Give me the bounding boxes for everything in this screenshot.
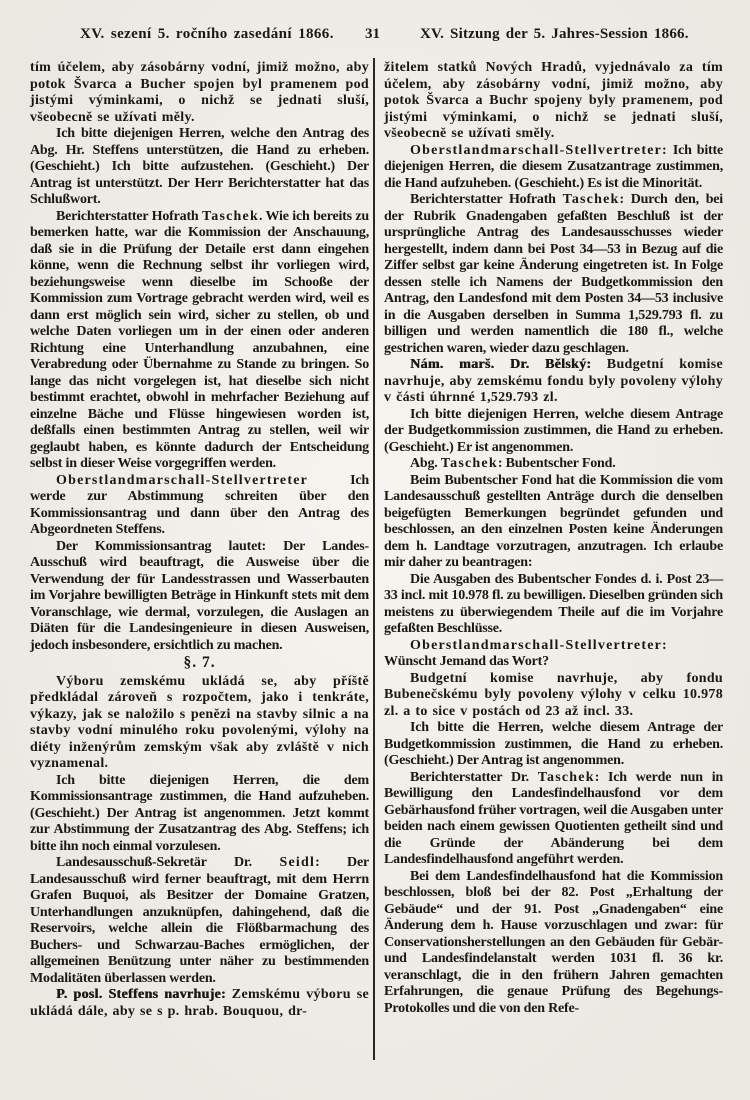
text-run: §. 7. [183,654,216,671]
text-run: Taschek [202,208,259,224]
text-run: : Ich werde nun in Bewilligung den Landesfindelhausfond vor dem Gebärhausfond früher vortragen, weil die Ausgaben unter beiden nach einem gewissen Quotienten getheilt sind und die Gründe der Abänderung bei dem Landesfindelhausfond angeführt werden. [384,769,723,867]
text-run: Berichterstatter Hofrath [410,192,563,207]
page-number: 31 [365,26,380,42]
text-run: Bei dem Landesfindelhausfond hat die Kommission beschlossen, bloß bei der 82. Post „Erhaltung der Gebäude“ und der 91. Post „Gnadengaben“ eine Änderung dem h. Hause vorzuschlagen und zwar: für Conservationsherstellungen an den Gebäuden für Gebär- und Landesfindelanstalt werden 1031 fl. 36 kr. veranschlagt, die in den frühern Jahren gemachten Erfahrungen, die genaue Prüfung des Begehungs-Protokolles und die von den Refe- [384,868,723,1016]
text-run: Ich werde zur Abstimmung schreiten über den Kommissionsantrag und dann über den Antrag des Abgeordneten Steffens. [30,472,369,537]
text-run: Zemskému výboru se ukládá dále, aby se s p. hrab. Bouquou, dr- [30,987,369,1019]
text-run: Beim Bubentscher Fond hat die Kommission die vom Landesausschuß gestellten Anträge durch die denselben beigefügten Bemerkungen begründet gefunden und beschlossen, an den einzelnen Posten keine Änderungen dem h. Landtage vorzutragen, anzutragen. Ich erlaube mir daher zu beantragen: [384,472,723,570]
text-run: Berichterstatter Hofrath [56,208,203,224]
text-run: Seidl [279,855,316,870]
text-run: Landesausschuß-Sekretär Dr. [56,855,280,870]
paragraph [384,192,723,357]
paragraph [30,855,369,987]
paragraph [384,473,723,572]
text-run: Ich bitte diejenigen Herren, die dem Kommissionsantrage zustimmen, die Hand aufzuheben. (Geschieht.) Der Antrag ist angenommen. Jetzt kommt zur Abstimmung der Zusatzantrag des Abg. Steffens; ich bitte ihn noch einmal vorzulesen. [30,772,369,854]
text-run: Výboru zemskému ukládá se, aby příště předkládal zároveň s rozpočtem, jako i tenkráte, výkazy, jak se naložilo s penězi na stavby silnic a na stavby vodní minulého roku povolenými, výlohy na diéty inženýrům zemským však aby zvláště v nich vyznamenal. [30,673,369,771]
paragraph [384,638,723,671]
paragraph [384,143,723,193]
header-title-german: XV. Sitzung der 5. Jahres-Session 1866. [420,26,689,42]
text-run: Wünscht Jemand das Wort? [384,654,549,669]
text-run: Ich bitte diejenigen Herren, welche den Antrag des Abg. Hr. Steffens unterstützen, die Hand zu erheben. (Geschieht.) Ich bitte aufzustehen. (Geschieht.) Der Antrag ist unterstützt. Der Herr Berichterstatter hat das Schlußwort. [30,126,369,207]
text-run: P. posl. Steffens navrhuje: [56,987,226,1002]
paragraph [384,720,723,770]
text-run: Oberstlandmarschall-Stellvertreter: [410,142,668,158]
paragraph [30,655,369,673]
column-divider-rule [373,58,375,1060]
text-run: Ich bitte diejenigen Herren, die diesem Zusatzantrage zustimmen, die Hand aufzuheben. (Geschieht.) Es ist die Minorität. [384,142,723,191]
paragraph [30,209,369,473]
paragraph [384,60,723,143]
text-run: žitelem statků Nových Hradů, vyjednávalo za tím účelem, aby zásobárny vodní, jimiž možno, aby potok Švarca a Buchr spojeny byly pramenem, pod jistými výminkami, o nichž se jednati sluší, všeobecně se užívati směly. [384,60,723,141]
text-run: . Wie ich bereits zu bemerken hatte, war die Kommission der Anschauung, daß sie in die Prüfung der Detaile erst dann eingehen könne, wenn die Rechnung selbst ihr vorliegen wird, beziehungsweise wenn dieselbe im Schooße der Kommission zum Vortrage gebracht werden wird, weil es dann erst möglich sein wird, sicher zu stellen, ob und welche Daten vorliegen um in der einen oder anderen Richtung eine Unterhandlung anzubahnen, eine Verabredung oder Übernahme zu Stande zu bringen. So lange das nicht vorgelegen ist, hat dieselbe sich nicht bestimmt erachtet, obwohl in mehrfacher Beziehung auf einzelne Bäche und Flüsse hingewiesen worden ist, deßfalls einen bestimmten Antrag zu stellen, weil wir geglaubt haben, es könnte dadurch der Entscheidung selbst in dieser Weise vorgegriffen werden. [30,208,369,471]
text-run: Abg. [410,456,441,471]
paragraph [30,674,369,773]
paragraph [384,671,723,721]
paragraph [384,456,723,473]
paragraph [30,539,369,655]
text-run: Budgetní komise navrhuje, aby fondu Bubenečskému byly povoleny výlohy v celku 10.978 zl. a to sice v postách od 23 až incl. 33. [384,670,723,719]
text-run: Oberstlandmarschall-Stellvertreter: [410,637,668,653]
paragraph [30,473,369,539]
text-run: Nám. marš. Dr. Bělský: [410,357,592,372]
text-run: : Der Landesausschuß wird ferner beauftragt, mit dem Herrn Grafen Buquoi, als Besitzer der Domaine Gratzen, Unterhandlungen anzuknüpfen, dahingehend, daß die Reservoirs, welche allein die Flößbarmachung des Buchers- und Schwarzau-Baches ermöglichen, der allgemeinen Benützung unter näher zu bestimmenden Modalitäten überlassen werden. [30,855,369,986]
text-run: Oberstlandmarschall-Stellvertreter [56,472,309,488]
paragraph [384,770,723,869]
paragraph [30,126,369,209]
paragraph [384,572,723,638]
text-run: Ich bitte diejenigen Herren, welche diesem Antrage der Budgetkommission zustimmen, die Hand zu erheben. (Geschieht.) Er ist angenommen. [384,406,723,455]
left-column [30,60,369,1020]
paragraph [384,357,723,407]
text-run: Berichterstatter Dr. [410,769,538,785]
text-run: : Durch den, bei der Rubrik Gnadengaben gefaßten Beschluß ist der ursprüngliche Antrag des Landesausschusses wieder hergestellt, indem dann bei Post 34—53 in Bezug auf die Ziffer selbst gar keine Änderung eingetreten ist. In Folge dessen stelle ich Namens der Budgetkommission den Antrag, den Landesfond mit dem Posten 34—53 inclusive in die Ausgaben derselben in Summa 1,529.793 fl. zu billigen und werden namentlich die 180 fl., welche gestrichen waren, wieder dazu geschlagen. [384,192,723,356]
paragraph [30,987,369,1020]
right-column [384,60,723,1017]
text-run: Budgetní komise navrhuje, aby zemskému fondu byly povoleny výlohy v části úhrnné 1,529.793 zl. [384,357,724,405]
paragraph [384,407,723,457]
paragraph [30,773,369,856]
paragraph [30,60,369,126]
header-title-czech: XV. sezení 5. ročního zasedání 1866. [80,26,334,42]
text-run: Die Ausgaben des Bubentscher Fondes d. i. Post 23—33 incl. mit 10.978 fl. zu bewilligen. Dieselben gründen sich meistens zu überwiegendem Theile auf die im Vorjahre gefaßten Beschlüsse. [384,571,723,636]
text-run: Taschek [440,456,498,471]
text-run: tím účelem, aby zásobárny vodní, jimiž možno, aby potok Švarca a Bucher spojen byl pramenem pod jistými výminkami, o nichž se jednati sluší, všeobecně se užívati měly. [30,60,369,125]
text-run: Der Kommissionsantrag lautet: Der Landes-Ausschuß wird beauftragt, die Ausweise über die Verwendung der für Landesstrassen und Wasserbauten im Vorjahre bewilligten Beträge in Hinkunft stets mit dem Voranschlage, wie dermal, vorzulegen, die Auslagen an Diäten für die Landesingenieure in diesen Ausweisen, jedoch insbesondere, ersichtlich zu machen. [30,538,369,653]
text-run: Taschek [537,769,595,785]
text-run: Ich bitte die Herren, welche diesem Antrage der Budgetkommission zustimmen, die Hand zu erheben. (Geschieht.) Der Antrag ist angenommen. [384,720,723,768]
text-run: : Bubentscher Fond. [497,456,616,471]
text-run: Taschek [562,192,620,207]
paragraph [384,869,723,1018]
running-header [0,26,750,48]
